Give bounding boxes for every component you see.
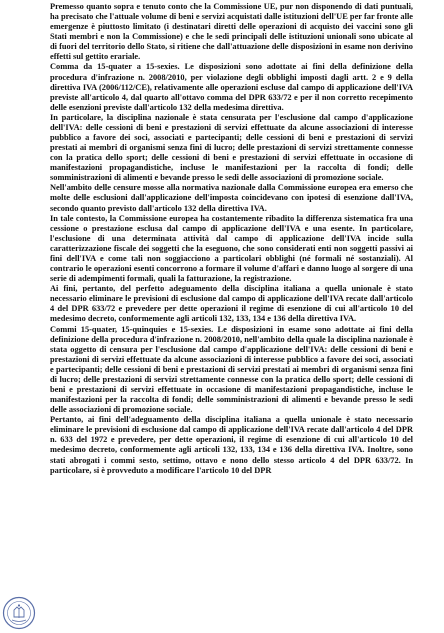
- paragraph-premessa: Premesso quanto sopra e tenuto conto che la Commissione UE, pur non disponendo di dati puntuali, ha precisato che l'attuale volume di beni e servizi acquistati dalle istituzioni dell'UE per far fronte alle emergenze è piuttosto limitato (i destinatari diretti delle operazioni di acquisto dei vaccini sono gli Stati membri e non la Commissione) e che le sedi principali delle istituzioni unionali sono ubicate al di fuori del territorio dello Stato, si ritiene che dall'attuazione delle disposizioni in esame non derivino effetti sul gettito erariale.: [50, 2, 413, 62]
- paragraph-commi: Commi 15-quater, 15-quinquies e 15-sexies. Le disposizioni in esame sono adottate ai fini della definizione della procedura d'infrazione n. 2008/2010, nell'ambito della quale la disciplina nazionale è stata oggetto di censura per l'esclusione dal campo d'applicazione dell'IVA: delle cessioni di beni e prestazioni di servizi effettuate da alcune associazioni di interesse pubblico a favore dei soci, associati e partecipanti; delle cessioni di beni e prestazioni di servizi prestati ai membri di organismi senza fini di lucro; delle prestazioni di servizi strettamente connesse con la pratica dello sport; delle cessioni di beni e prestazioni di servizi effettuate in occasione di manifestazioni propagandistiche, incluse le manifestazioni per la raccolta di fondi; delle somministrazioni di alimenti e bevande presso le sedi delle associazioni di promozione sociale.: [50, 324, 413, 415]
- senate-seal-icon: [2, 596, 36, 630]
- paragraph-adeguamento: Ai fini, pertanto, del perfetto adeguamento della disciplina italiana a quella unionale è stato necessario eliminare le previsioni di esclusione dal campo di applicazione dell'IVA recate dall'articolo 4 del DPR 633/72 e prevedere per dette operazioni il regime di esenzione di cui all'articolo 10 del medesimo decreto, conformemente agli articoli 132, 133, 134 e 136 della direttiva IVA.: [50, 284, 413, 324]
- paragraph-contesto: In tale contesto, la Commissione europea ha costantemente ribadito la differenza sistematica fra una cessione o prestazione esclusa dal campo di applicazione dell'IVA e una esente. In particolare, l'esclusione di una determinata attività dal campo di applicazione dell'IVA incide sulla caratterizzazione fiscale dei soggetti che la eseguono, che sono considerati enti non soggetti passivi ai fini dell'IVA e come tali non soggiacciono a particolari obblighi (né formali né sostanziali). Al contrario le operazioni esenti concorrono a formare il volume d'affari e danno luogo al sorgere di una serie di adempimenti formali, quali la fatturazione, la registrazione.: [50, 213, 413, 284]
- paragraph-comma-15-quater: Comma da 15-quater a 15-sexies. Le disposizioni sono adottate ai fini della definizione della procedura d'infrazione n. 2008/2010, per violazione degli obblighi imposti dagli artt. 2 e 9 della direttiva IVA (2006/112/CE), relativamente alle operazioni escluse dal campo di applicazione dell'IVA previste all'articolo 4, dal quarto all'ottavo comma del DPR 633/72 e per il non corretto recepimento delle esenzioni previste dall'articolo 132 della medesima direttiva.: [50, 62, 413, 112]
- paragraph-pertanto: Pertanto, ai fini dell'adeguamento della disciplina italiana a quella unionale è stato necessario eliminare le previsioni di esclusione dal campo di applicazione dell'IVA recate dall'articolo 4 del DPR n. 633 del 1972 e prevedere, per dette operazioni, il regime di esenzione di cui all'articolo 10 del medesimo decreto, conformemente agli articoli 132, 133, 134 e 136 della direttiva IVA. Inoltre, sono stati abrogati i commi sesto, settimo, ottavo e nono dello stesso articolo 4 del DPR 633/72. In particolare, si è provveduto a modificare l'articolo 10 del DPR: [50, 415, 413, 475]
- document-body: [50, 2, 413, 476]
- paragraph-censure: Nell'ambito delle censure mosse alla normativa nazionale dalla Commissione europea era emerso che molte delle esclusioni dall'applicazione dell'imposta coincidevano con ipotesi di esenzione dall'IVA, secondo quanto previsto dall'articolo 132 della direttiva IVA.: [50, 183, 413, 213]
- paragraph-in-particolare: In particolare, la disciplina nazionale è stata censurata per l'esclusione dal campo d'applicazione dell'IVA: delle cessioni di beni e prestazioni di servizi effettuate da alcune associazioni di interesse pubblico a favore dei soci, associati e partecipanti; delle cessioni di beni e prestazioni di servizi prestati ai membri di organismi senza fini di lucro; delle prestazioni di servizi strettamente connesse con la pratica dello sport; delle cessioni di beni e prestazioni di servizi effettuate in occasione di manifestazioni propagandistiche, incluse le manifestazioni per la raccolta di fondi; delle somministrazioni di alimenti e bevande presso le sedi delle associazioni di promozione sociale.: [50, 112, 413, 183]
